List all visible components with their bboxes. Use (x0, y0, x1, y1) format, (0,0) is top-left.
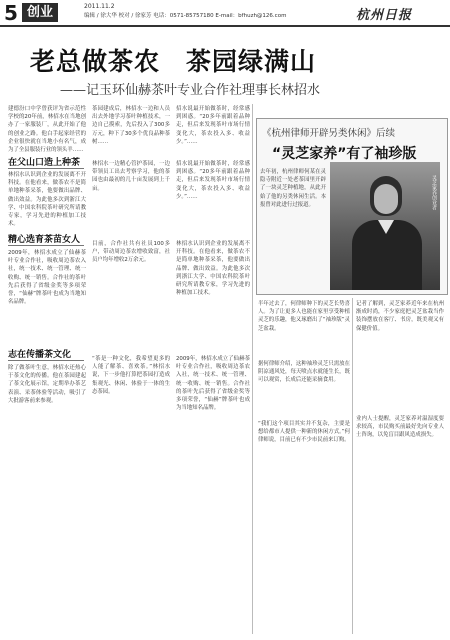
intro-column-3: 招水说最开始做茶时，经常感到困惑。“20多年前跟着品种走，但后来发现茶叶市场行情变化大，茶农投入多、收益少。”…… (176, 106, 250, 145)
column-divider (252, 104, 253, 634)
section-2-para-2: 目前，合作社共有社员100多户，带动周边茶农增收致富，社员户均年增收2万余元。 (92, 241, 170, 264)
article-headline: 老总做茶农 茶园绿满山 (30, 47, 317, 76)
editor-contact-line: 编辑 / 徐大华 校对 / 徐家芳 电话：0571-85757180 E-mail：bfhuzh@126.com (84, 13, 287, 19)
section-2-para-1: 2009年，林招水成立了仙赫茶叶专业合作社，吸收周边茶农入社，统一技术、统一管理、统一收购、统一销售。合作社的茶叶先后获得了省级金奖等多项荣誉，“仙赫”牌茶叶也成为当地知名品牌。 (8, 250, 86, 306)
photo-caption: 灵芝家养创业者 (431, 175, 437, 210)
section-2-para-3: 林招水认识到企业的发展离不开科技。在他看来，做茶农不是简单地种茶采茶，他要做出品牌、做出效益。为此他多次到浙江大学、中国农科院茶叶研究所请教专家，学习先进的种植加工技术。 (176, 241, 250, 297)
section-title-2: 精心选育茶苗女人 (8, 235, 81, 245)
header-rule (0, 25, 450, 27)
feature-para-3: 据何律师介绍，这种袖珍灵芝只需放在阴凉通风处，每天喷点水就能生长，既可以观赏，长成后还能采摘食用。 (258, 361, 350, 384)
section-rule-1 (8, 168, 84, 169)
section-3-para-2: “茶是一种文化，我希望更多的人能了解茶、喜欢茶。”林招水说，下一步他打算把茶园打造成集观光、休闲、体验于一体的生态茶园。 (92, 356, 170, 395)
issue-date: 2011.11.2 (84, 3, 115, 10)
section-1-para-1: 林招水认识到企业的发展离不开科技。在他看来，做茶农不是简单地种茶采茶，他要做出品牌、做出效益。为此他多次到浙江大学、中国农科院茶叶研究所请教专家，学习先进的种植加工技术。 (8, 172, 86, 228)
feature-title-line1: 《杭州律师开辟另类休闲》后续 (262, 128, 396, 139)
section-1-para-3: 招水说最开始做茶时，经常感到困惑。“20多年前跟着品种走，但后来发现茶叶市场行情变化大，茶农投入多、收益少。”…… (176, 161, 250, 200)
section-1-para-2: 林招水一边精心管护茶园，一边带领员工出去考察学习，他的茶园也由最初的几十亩发展到上千亩。 (92, 161, 170, 192)
feature-para-2: 半年过去了，何律师种下的灵芝长势喜人。为了让更多人也能在家里享受种植灵芝的乐趣，他又琢磨出了“袖珍版”灵芝盆栽。 (258, 301, 350, 332)
newspaper-logo: 杭州日报 (356, 8, 413, 23)
section-label: 创业 (22, 3, 58, 22)
section-rule-3 (8, 360, 84, 361)
intro-column-2: 茶园建成后，林招水一边和人员出去外地学习茶叶种植技术，一边自己摸索，先后投入了300多万元，种下了30多个优良品种茶树…… (92, 106, 170, 145)
feature-para-4: “我们这个项目其实并不复杂，主要是想给都市人提供一种新的休闲方式。”何律师说，目前已有不少市民前来订购。 (258, 421, 350, 444)
feature-para-5: 记者了解到，灵芝家养近年来在杭州渐成时尚，不少家庭把灵芝盆栽当作装饰摆放在客厅、书房，既美观又有保健价值。 (356, 301, 444, 332)
page-number: 5 (4, 1, 18, 25)
section-title-3: 志在传播茶文化 (8, 350, 72, 360)
feature-para-6: 业内人士提醒，灵芝家养对温湿度要求较高，市民购买前最好先向专业人士咨询，以免盲目跟风造成损失。 (356, 416, 444, 439)
feature-para-1: 去年初，杭州律师何某在灵隐寺附近一处老茶园里开辟了一块灵芝种植地，从此开始了他的另类休闲生活。本报曾对此进行过报道。 (260, 169, 326, 208)
page-header (0, 0, 450, 26)
sidebar-column-divider (352, 298, 353, 634)
section-rule-2 (8, 245, 84, 246)
section-3-para-3: 2009年，林招水成立了仙赫茶叶专业合作社，吸收周边茶农入社，统一技术、统一管理、统一收购、统一销售。合作社的茶叶先后获得了省级金奖等多项荣誉，“仙赫”牌茶叶也成为当地知名品牌。 (176, 356, 250, 412)
section-title-1: 在父山口造上种茶 (8, 158, 81, 168)
article-subheadline: ——记玉环仙赫茶叶专业合作社理事长林招水 (60, 83, 321, 98)
section-3-para-1: 除了做茶叶生意，林招水还热心于茶文化的传播。他在茶园建起了茶文化展示馆，定期举办茶艺表演、采茶体验等活动，吸引了大批游客前来参观。 (8, 365, 86, 404)
intro-column-1: 建德汾口中学曾获评为省示范性学校的20年前，林招水在当地创办了一家服装厂，从此开始了他的创业之路。他白手起家经营的企业很快就在当地小有名气，成为了全县服装行业的领头羊…… (8, 106, 86, 154)
feature-title-line2: “灵芝家养”有了袖珍版 (272, 146, 417, 162)
feature-photo (330, 162, 440, 290)
